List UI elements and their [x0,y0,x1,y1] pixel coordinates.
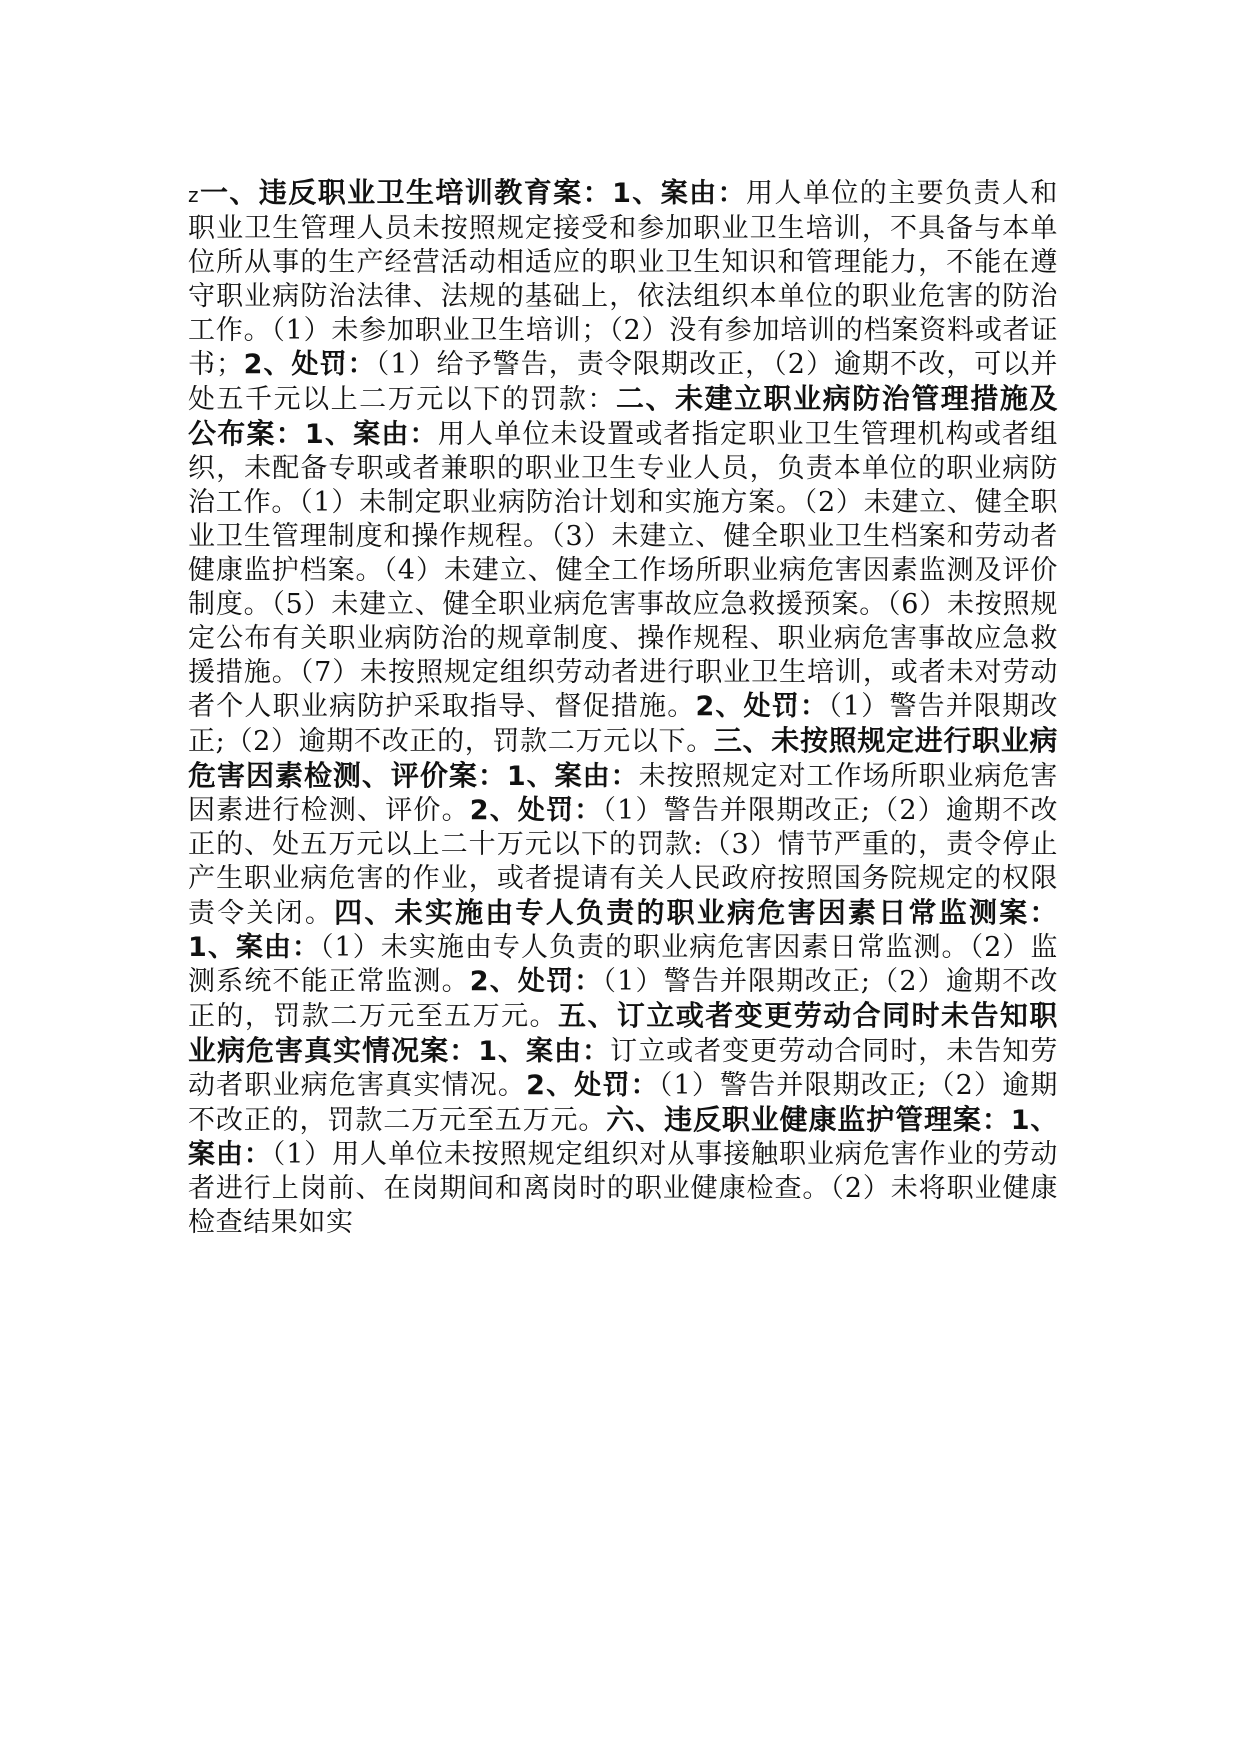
section-5-cause: 订立或者变更劳动合同时，未告知劳动者职业病危害真实情况。 [188,1036,1058,1101]
section-1-penalty-label: 2、处罚： [243,349,376,380]
section-2-penalty-label: 2、处罚： [695,691,829,722]
section-6-cause: （1）用人单位未按照规定组织对从事接触职业病危害作业的劳动者进行上岗前、在岗期间和离岗时的职业健康检查。（2）未将职业健康检查结果如实 [188,1139,1058,1238]
section-6-cause-label: 1、案由： [188,1105,1058,1170]
section-4-title: 四、未实施由专人负责的职业病危害因素日常监测案： [334,896,1059,929]
section-2-cause: 用人单位未设置或者指定职业卫生管理机构或者组织，未配备专职或者兼职的职业卫生专业人员，负责本单位的职业病防治工作。（1）未制定职业病防治计划和实施方案。（2）未建立、健全职业卫生管理制度和操作规程。（3）未建立、健全职业卫生档案和劳动者健康监护档案。（4）未建立、健全工作场所职业病危害因素监测及评价制度。（5）未建立、健全职业病危害事故应急救援预案。（6）未按照规定公布有关职业病防治的规章制度、操作规程、职业病危害事故应急救援措施。（7）未按照规定组织劳动者进行职业卫生培训，或者未对劳动者个人职业病防护采取指导、督促措施。 [188,419,1058,722]
paragraph-section-1 [188,176,1058,1240]
section-6-title: 六、违反职业健康监护管理案： [606,1103,1011,1136]
section-2-title: 二、未建立职业病防治管理措施及公布案： [188,382,1058,450]
section-4-penalty-label: 2、处罚： [469,966,603,997]
section-3-penalty: （1）警告并限期改正;（2）逾期不改正的、处五万元以上二十万元以下的罚款:（3）情节严重的，责令停止产生职业病危害的作业，或者提请有关人民政府按照国务院规定的权限责令关闭。 [188,795,1058,929]
section-1-penalty: （1）给予警告，责令限期改正，（2）逾期不改，可以并处五千元以上二万元以下的罚款： [188,349,1058,415]
section-5-penalty: （1）警告并限期改正;（2）逾期不改正的，罚款二万元至五万元。 [188,1070,1058,1136]
section-1-title: 一、违反职业卫生培训教育案： [199,176,613,209]
section-2-penalty: （1）警告并限期改正;（2）逾期不改正的，罚款二万元以下。 [188,691,1058,757]
section-1-cause: 用人单位的主要负责人和职业卫生管理人员未按照规定接受和参加职业卫生培训，不具备与本单位所从事的生产经营活动相适应的职业卫生知识和管理能力，不能在遵守职业病防治法律、法规的基础上，依法组织本单位的职业危害的防治工作。（1）未参加职业卫生培训；（2）没有参加培训的档案资料或者证书； [188,178,1058,380]
section-3-penalty-label: 2、处罚： [469,795,603,826]
section-5-penalty-label: 2、处罚： [526,1070,659,1101]
section-4-penalty: （1）警告并限期改正;（2）逾期不改正的，罚款二万元至五万元。 [188,966,1058,1032]
section-3-title: 三、未按照规定进行职业病危害因素检测、评价案： [188,724,1059,792]
section-3-cause: 未按照规定对工作场所职业病危害因素进行检测、评价。 [188,761,1058,826]
section-4-cause: （1）未实施由专人负责的职业病危害因素日常监测。（2）监测系统不能正常监测。 [188,932,1058,997]
section-2-cause-label: 1、案由： [304,419,438,450]
section-1-cause-label: 1、案由： [612,178,747,209]
section-3-cause-label: 1、案由： [506,761,639,792]
section-5-title: 五、订立或者变更劳动合同时未告知职业病危害真实情况案： [188,999,1058,1067]
section-4-cause-label: 1、案由： [188,932,320,963]
section-5-cause-label: 1、案由： [478,1036,611,1067]
document-body [188,176,1058,1240]
stray-mark: z [188,183,200,207]
